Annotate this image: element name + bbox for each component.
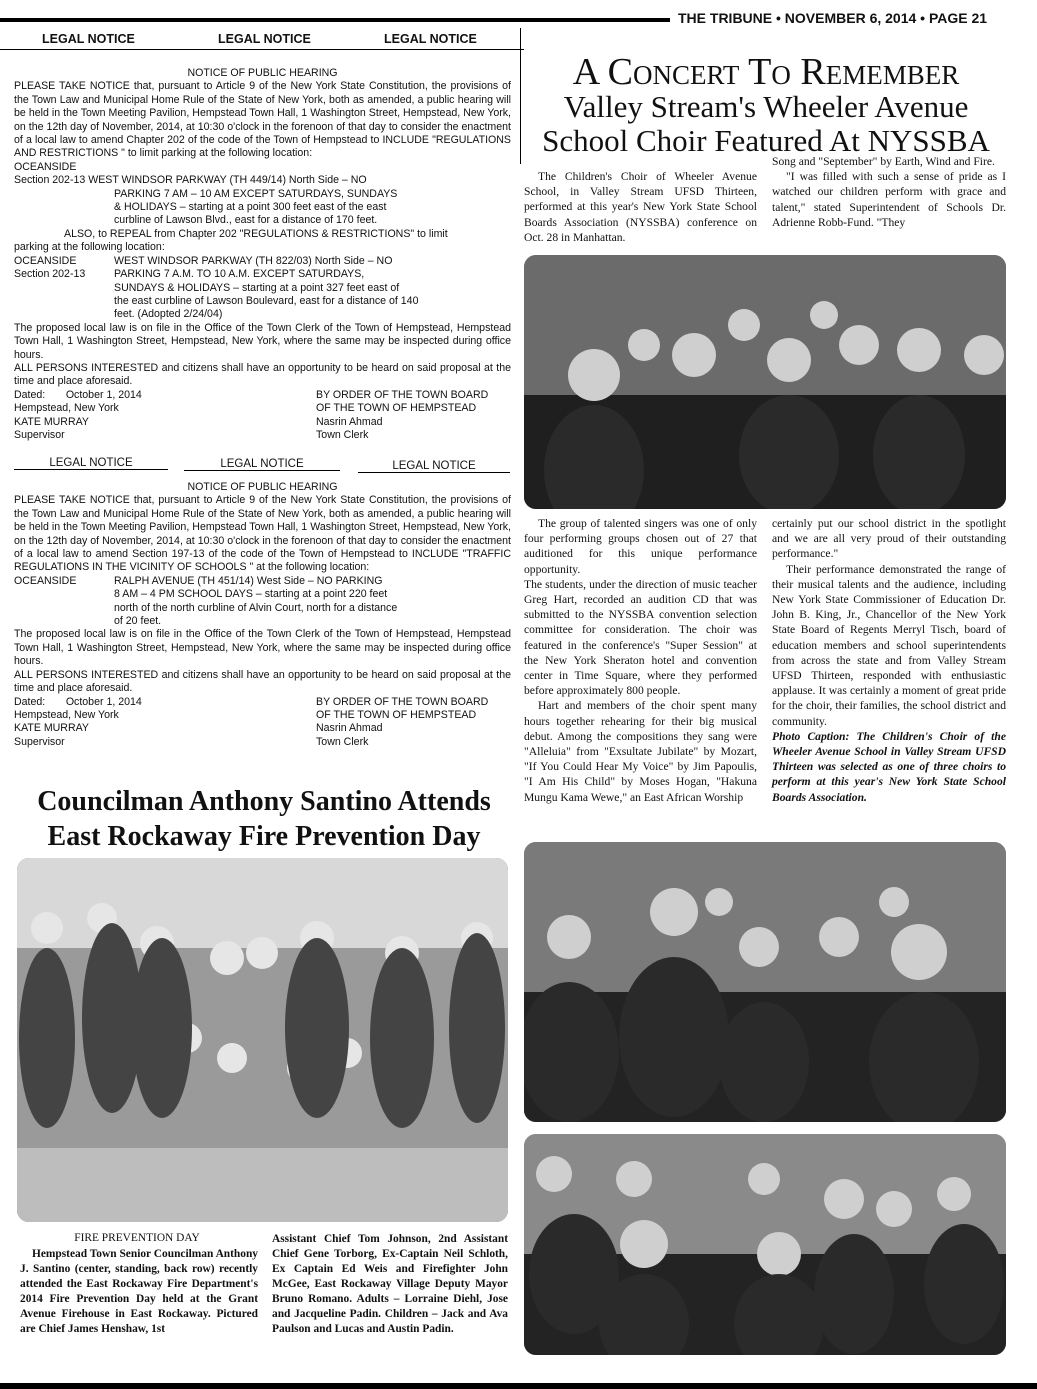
notice-place: Hempstead, New York <box>14 708 119 721</box>
notice-signer-role: Supervisor <box>14 428 65 441</box>
notice-detail: RALPH AVENUE (TH 451/14) West Side – NO PARKING <box>114 574 383 587</box>
article-column <box>524 169 757 245</box>
notice-detail: feet. (Adopted 2/24/04) <box>114 308 223 321</box>
choir-photo-image <box>524 1134 1006 1355</box>
article-paragraph: Hart and members of the choir spent many hours together rehearing for their big musical debut. Among the compositions they sang were "Alleluia" from "Exsultate Jubilate" by Mozart, "If You Could Hear My Voice" by Jim Papoulis, "I Am His Child" by Moses Hogan, "Hakuna Mungu Kama Wewe," an East African Worship <box>524 699 757 804</box>
choir-photo <box>524 255 1006 509</box>
notice-detail: PARKING 7 AM – 10 AM EXCEPT SATURDAYS, SUNDAYS <box>114 187 398 200</box>
notice-on-file: The proposed local law is on file in the Office of the Town Clerk of the Town of Hempstead, Hempstead Town Hall, 1 Washington Street, Hempstead, New York, where the same may be inspected during office hours. <box>14 628 511 668</box>
article-title-line: East Rockaway Fire Prevention Day <box>47 821 481 852</box>
notice-all-persons: ALL PERSONS INTERESTED and citizens shall have an opportunity to be heard on said proposal at the time and place aforesaid. <box>14 668 511 695</box>
article-subtitle-line: School Choir Featured At NYSSBA <box>542 123 990 158</box>
notice-signer: KATE MURRAY <box>14 415 89 428</box>
legal-notice-label: LEGAL NOTICE <box>184 458 340 471</box>
notice-all-persons: ALL PERSONS INTERESTED and citizens shall have an opportunity to be heard on said proposal at the time and place aforesaid. <box>14 361 511 388</box>
notice-clerk: Nasrin Ahmad <box>316 415 383 428</box>
legal-notice-label: LEGAL NOTICE <box>42 32 135 46</box>
notice-also: ALSO, to REPEAL from Chapter 202 "REGULATIONS & RESTRICTIONS" to limit <box>64 227 448 240</box>
caption-paragraph: Hempstead Town Senior Councilman Anthony J. Santino (center, standing, back row) recently attended the East Rockaway Fire Department's 2014 Fire Prevention Day held at the Grant Avenue Firehouse in East Rockaway. Pictured are Chief James Henshaw, 1st <box>20 1248 258 1335</box>
choir-photo <box>524 842 1006 1122</box>
page-header: THE TRIBUNE • NOVEMBER 6, 2014 • PAGE 21 <box>678 10 988 26</box>
article-paragraph: The group of talented singers was one of only four performing groups chosen out of 27 that auditioned for this unique performance opportunity. <box>524 517 757 576</box>
notice-title: NOTICE OF PUBLIC HEARING <box>187 481 338 493</box>
notice-clerk-role: Town Clerk <box>316 735 369 748</box>
legal-notice-label: LEGAL NOTICE <box>218 32 311 46</box>
notice-signer: KATE MURRAY <box>14 722 89 735</box>
notice-on-file: The proposed local law is on file in the Office of the Town Clerk of the Town of Hempstead, Hempstead Town Hall, 1 Washington Street, Hempstead, New York, where the same may be inspected during office hours. <box>14 321 511 361</box>
notice-clerk: Nasrin Ahmad <box>316 722 383 735</box>
footer-rule <box>0 1383 1037 1389</box>
legal-notice-header-row <box>0 30 524 50</box>
notice-title: NOTICE OF PUBLIC HEARING <box>187 67 338 79</box>
notice-location: OCEANSIDE <box>14 574 77 587</box>
article-column <box>772 516 1006 805</box>
legal-notice-label: LEGAL NOTICE <box>358 460 510 473</box>
notice-detail: & HOLIDAYS – starting at a point 300 feet east of the east <box>114 201 387 214</box>
notice-detail: PARKING 7 A.M. TO 10 A.M. EXCEPT SATURDAYS, <box>114 268 365 281</box>
article-title-line: Councilman Anthony Santino Attends <box>37 786 491 817</box>
choir-photo-image <box>524 255 1006 509</box>
notice-section: Section 202-13 WEST WINDSOR PARKWAY (TH 449/14) North Side – NO <box>14 174 367 187</box>
article-title <box>14 784 514 854</box>
photo-caption-head: FIRE PREVENTION DAY <box>74 1232 200 1244</box>
notice-detail: of 20 feet. <box>114 615 162 628</box>
header-rule <box>0 18 670 22</box>
notice-detail: 8 AM – 4 PM SCHOOL DAYS – starting at a point 220 feet <box>114 588 388 601</box>
article-title: A Concert To Remember <box>572 51 960 93</box>
fire-prevention-photo <box>17 858 508 1222</box>
notice-also: parking at the following location: <box>14 241 165 254</box>
article-column <box>772 154 1006 230</box>
notice-section: Section 202-13 <box>14 268 86 281</box>
notice-location: OCEANSIDE <box>14 254 77 267</box>
article-paragraph: Their performance demonstrated the range of their musical talents and the audience, including New York State Commissioner of Education Dr. John B. King, Jr., Chancellor of the New York State Board of Regents Merryl Tisch, board of education members and school superintendents from across the state and from Valley Stream UFSD Thirteen, responded with enthusiastic applause. It was certainly a moment of great pride for the choir, their families, the school district and community. <box>772 562 1006 728</box>
article-paragraph: The Children's Choir of Wheeler Avenue School, in Valley Stream UFSD Thirteen, performed at this year's New York State School Boards Association (NYSSBA) conference on Oct. 28 in Manhattan. <box>524 170 757 244</box>
notice-body: PLEASE TAKE NOTICE that, pursuant to Article 9 of the New York State Constitution, the provisions of the Town Law and Municipal Home Rule of the State of New York, both as amended, a public hearing will be held in the Town Meeting Pavilion, Hempstead Town Hall, 1 Washington Street, Hempstead, New York, on the 12th day of November, 2014, at 10:30 o'clock in the forenoon of that day to consider the enactment of a local law to amend Section 197-13 of the code of the Town of Hempstead to INCLUDE "TRAFFIC REGULATIONS IN THE VICINITY OF SCHOOLS " at the following location: <box>14 494 511 574</box>
notice-detail: curbline of Lawson Blvd., east for a distance of 170 feet. <box>114 214 378 227</box>
choir-photo-image <box>524 842 1006 1122</box>
column-rule <box>520 28 521 164</box>
article-paragraph: Song and "September" by Earth, Wind and Fire. <box>772 155 995 168</box>
notice-order: BY ORDER OF THE TOWN BOARD <box>316 388 489 401</box>
notice-signer-role: Supervisor <box>14 735 65 748</box>
notice-detail: WEST WINDSOR PARKWAY (TH 822/03) North Side – NO <box>114 254 393 267</box>
notice-dated: Dated: October 1, 2014 <box>14 695 142 708</box>
legal-notice-label: LEGAL NOTICE <box>384 32 477 46</box>
legal-notice-label: LEGAL NOTICE <box>14 457 168 470</box>
notice-place: Hempstead, New York <box>14 402 119 415</box>
notice-order: OF THE TOWN OF HEMPSTEAD <box>316 708 477 721</box>
notice-detail: SUNDAYS & HOLIDAYS – starting at a point 327 feet east of <box>114 281 400 294</box>
fire-prevention-photo-image <box>17 858 508 1222</box>
caption-paragraph: Assistant Chief Tom Johnson, 2nd Assistant Chief Gene Torborg, Ex-Captain Neil Schloth, Ex Captain Ed Weis and Firefighter John McGee, East Rockaway Village Deputy Mayor Bruno Romano. Adults – Lorraine Diehl, Jose and Jacqueline Padin. Children – Jack and Ava Paulson and Lucas and Austin Padin. <box>272 1233 508 1335</box>
notice-order: OF THE TOWN OF HEMPSTEAD <box>316 402 477 415</box>
legal-notice-2 <box>14 481 511 749</box>
notice-location: OCEANSIDE <box>14 160 77 173</box>
notice-dated: Dated: October 1, 2014 <box>14 388 142 401</box>
article-column <box>524 516 757 805</box>
legal-notice-1 <box>14 67 511 442</box>
notice-clerk-role: Town Clerk <box>316 428 369 441</box>
article-subtitle-line: Valley Stream's Wheeler Avenue <box>563 89 969 124</box>
notice-order: BY ORDER OF THE TOWN BOARD <box>316 695 489 708</box>
notice-detail: north of the north curbline of Alvin Court, north for a distance <box>114 601 398 614</box>
photo-caption: Photo Caption: The Children's Choir of the Wheeler Avenue School in Valley Stream UFSD Thirteen was selected as one of three choirs to perform at this year's New York State School Boards Association. <box>772 729 1006 804</box>
photo-caption <box>20 1247 258 1337</box>
photo-caption <box>272 1232 508 1337</box>
article-subtitle <box>527 90 1005 158</box>
article-paragraph: The students, under the direction of music teacher Greg Hart, recorded an audition CD that was submitted to the NYSSBA convention selection committee for consideration. The choir was featured in the conference's "Super Session" at the New York Sheraton hotel and convention center in Time Square, where they performed before approximately 800 people. <box>524 577 757 698</box>
notice-body: PLEASE TAKE NOTICE that, pursuant to Article 9 of the New York State Constitution, the provisions of the Town Law and Municipal Home Rule of the State of New York, both as amended, a public hearing will be held in the Town Meeting Pavilion, Hempstead Town Hall, 1 Washington Street, Hempstead, New York, on the 12th day of November, 2014, at 10:30 o'clock in the forenoon of that day to consider the enactment of a local law to amend Chapter 202 of the code of the Town of Hempstead to INCLUDE "REGULATIONS AND RESTRICTIONS " to limit parking at the following location: <box>14 80 511 160</box>
article-paragraph: certainly put our school district in the spotlight and we are all very proud of their outstanding performance." <box>772 517 1006 561</box>
choir-photo <box>524 1134 1006 1355</box>
article-paragraph: "I was filled with such a sense of pride as I watched our children perform with grace and talent," stated Superintendent of Schools Dr. Adrienne Robb-Fund. "They <box>772 170 1006 229</box>
notice-detail: the east curbline of Lawson Boulevard, east for a distance of 140 <box>114 294 419 307</box>
